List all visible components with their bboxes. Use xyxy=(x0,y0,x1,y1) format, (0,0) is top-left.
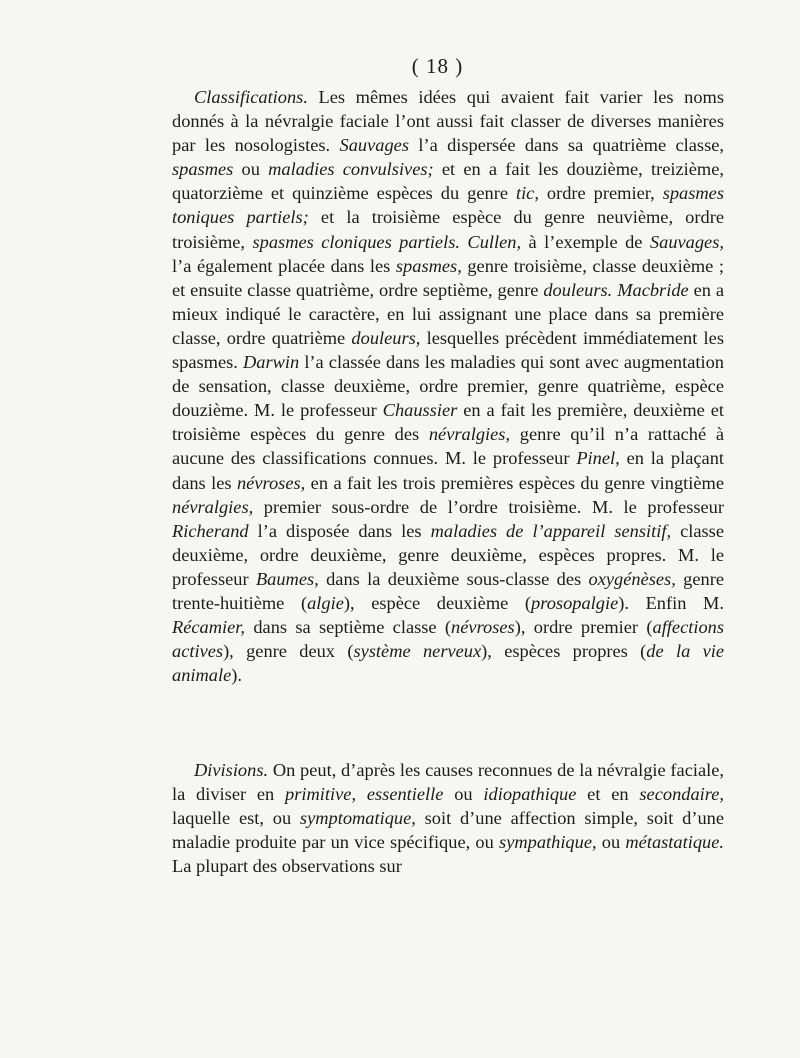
italic-run: Baumes, xyxy=(255,568,319,589)
text-run: genre troisième, classe deuxième ; et ensuite classe quatrième, ordre septième, genre xyxy=(172,255,725,300)
text-run: ou xyxy=(596,832,626,853)
text-run: l’a également placée dans les xyxy=(172,255,396,276)
text-run: Les mêmes idées qui avaient fait varier les noms donnés à la névralgie faciale l’ont aussi fait classer de diverses manières par les nosologistes. xyxy=(172,87,724,156)
text-run: et la troisième espèce du genre neuvième, ordre troisième, xyxy=(172,207,724,252)
italic-run: Sauvages, xyxy=(649,231,724,252)
paragraph-classifications xyxy=(172,85,724,687)
italic-run: algie xyxy=(307,592,344,613)
text-run: en a fait les première, deuxième et troisième espèces du genre des xyxy=(172,400,725,445)
text-run: et en xyxy=(576,784,640,805)
italic-run: tic, xyxy=(515,183,539,204)
text-run: ), ordre premier ( xyxy=(514,617,653,638)
text-run: laquelle est, ou xyxy=(172,808,300,829)
text-run: en a fait les trois premières espèces du genre vingtième xyxy=(305,472,724,493)
text-run xyxy=(356,784,367,804)
italic-run: névroses xyxy=(451,617,515,638)
text-run: lesquelles précèdent immédiatement les spasmes. xyxy=(172,327,724,373)
text-run: ). Enfin M. xyxy=(618,592,724,613)
italic-run: névralgies, xyxy=(172,496,254,517)
paragraph-text xyxy=(172,758,724,878)
italic-run: essentielle xyxy=(366,784,444,805)
italic-run: système nerveux xyxy=(353,641,482,662)
text-run: genre trente-huitième ( xyxy=(172,568,724,613)
text-run: dans la deuxième sous-classe des xyxy=(318,568,589,589)
text-run: en a mieux indiqué le caractère, en lui assignant une place dans sa première classe, ordre quatrième xyxy=(172,279,725,348)
italic-run: Récamier, xyxy=(172,617,246,638)
italic-run: maladies convulsives; xyxy=(268,159,434,180)
text-run: ), espèce deuxième ( xyxy=(343,592,532,613)
text-run: en la plaçant dans les xyxy=(172,448,724,493)
text-run: La plupart des observations sur xyxy=(172,856,402,877)
italic-run: spasmes xyxy=(172,159,234,180)
text-run: l’a dispersée dans sa quatrième classe, xyxy=(408,135,724,156)
italic-run: névroses, xyxy=(236,472,306,493)
text-run: soit d’une affection simple, soit d’une maladie produite par un vice spécifique, ou xyxy=(172,808,724,853)
italic-run: affections actives xyxy=(172,617,725,662)
italic-run: Cullen, xyxy=(467,231,522,252)
italic-run: primitive, xyxy=(285,784,357,805)
italic-run: métastatique. xyxy=(625,832,724,853)
italic-run: idiopathique xyxy=(483,784,577,805)
text-run: On peut, d’après les causes reconnues de la névralgie faciale, la diviser en xyxy=(172,760,724,805)
italic-run: spasmes toniques partiels; xyxy=(172,183,724,228)
italic-run: douleurs. xyxy=(543,279,613,300)
italic-run: oxygénèses, xyxy=(588,568,676,589)
italic-run: Macbride xyxy=(617,279,689,300)
paragraph-divisions xyxy=(172,758,724,878)
text-run: l’a disposée dans les xyxy=(248,520,431,541)
text-run: ou xyxy=(443,784,484,805)
italic-run: Sauvages xyxy=(339,135,409,156)
paragraph-text xyxy=(172,85,724,687)
italic-run: spasmes, xyxy=(395,255,462,276)
text-run: et en a fait les douzième, treizième, quatorzième et quinzième espèces du genre xyxy=(172,159,724,204)
italic-run: névralgies, xyxy=(428,424,511,445)
italic-run: secondaire, xyxy=(639,784,724,805)
text-run: ), genre deux ( xyxy=(223,641,354,662)
italic-run: symptomatique, xyxy=(299,808,416,829)
text-run: ), espèces propres ( xyxy=(481,641,647,662)
page-number: ( 18 ) xyxy=(411,54,464,78)
italic-run: Darwin xyxy=(243,352,300,373)
italic-run: Richerand xyxy=(172,520,249,541)
text-run: à l’exemple de xyxy=(521,231,650,252)
italic-run: spasmes cloniques partiels. xyxy=(252,231,460,252)
text-run: classe deuxième, ordre deuxième, genre deuxième, espèces propres. M. le professeur xyxy=(172,520,725,589)
paragraph-heading: Divisions. xyxy=(194,760,269,780)
text-run: l’a classée dans les maladies qui sont avec augmentation de sensation, classe deuxième, ordre premier, genre quatrième, espèce douzième. M. le professeur xyxy=(172,352,724,421)
italic-run: Chaussier xyxy=(382,400,458,421)
italic-run: prosopalgie xyxy=(531,592,619,613)
text-run: ordre premier, xyxy=(538,183,663,204)
italic-run: maladies de l’appareil sensitif, xyxy=(430,520,672,541)
text-run: ). xyxy=(231,665,242,686)
italic-run: Pinel, xyxy=(576,448,620,469)
text-run: ou xyxy=(233,159,269,180)
paragraph-heading: Classifications. xyxy=(194,87,308,107)
italic-run: de la vie animale xyxy=(172,641,725,686)
text-run: dans sa septième classe ( xyxy=(245,617,452,638)
italic-run: douleurs, xyxy=(351,327,421,348)
text-run: premier sous-ordre de l’ordre troisième. M. le professeur xyxy=(253,496,724,517)
text-run: genre qu’il n’a rattaché à aucune des classifications connues. M. le professeur xyxy=(172,424,724,469)
italic-run: sympathique, xyxy=(499,832,597,853)
